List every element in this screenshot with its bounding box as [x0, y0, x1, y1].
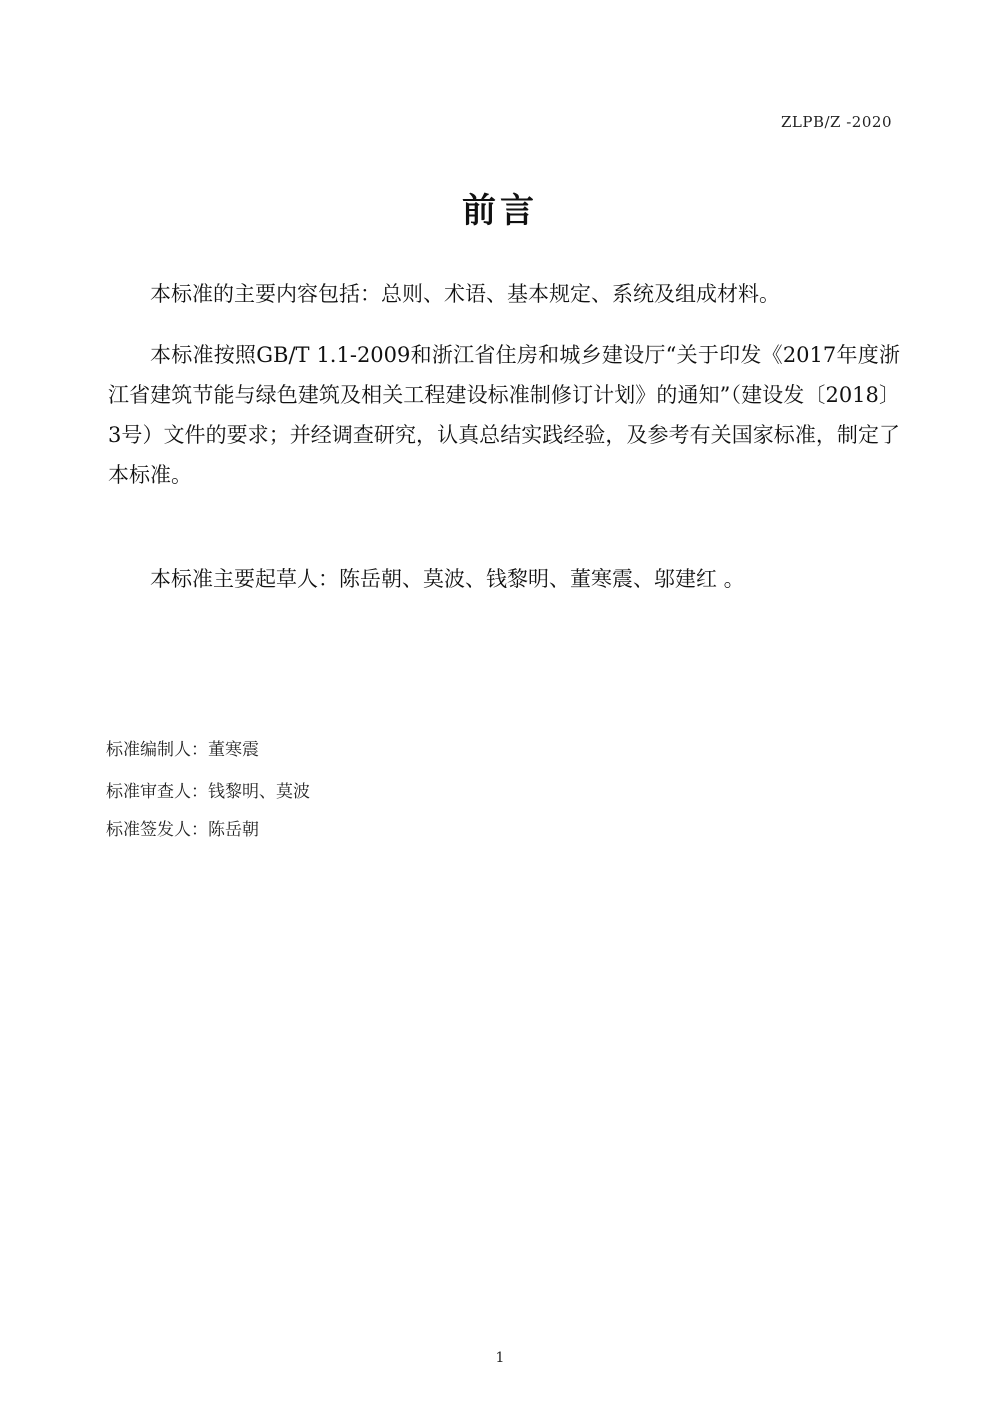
paragraph-basis: 本标准按照GB/T 1.1-2009和浙江省住房和城乡建设厅“关于印发《2017年度浙江省建筑节能与绿色建筑及相关工程建设标准制修订计划》的通知”（建设发〔2018〕3号）文件的要求；并经调查研究，认真总结实践经验，及参考有关国家标准，制定了本标准。 — [108, 343, 900, 487]
document-code: ZLPB/Z -2020 — [781, 113, 892, 131]
paragraph-drafters: 本标准主要起草人：陈岳朝、莫波、钱黎明、董寒震、邬建红 。 — [150, 567, 745, 591]
signature-reviewer: 标准审查人：钱黎明、莫波 — [106, 782, 310, 802]
signature-compiler: 标准编制人：董寒震 — [106, 740, 259, 760]
page-title: 前言 — [462, 191, 538, 231]
paragraph-scope: 本标准的主要内容包括：总则、术语、基本规定、系统及组成材料。 — [150, 282, 780, 306]
page-number: 1 — [495, 1350, 505, 1366]
signature-issuer: 标准签发人：陈岳朝 — [106, 820, 259, 840]
